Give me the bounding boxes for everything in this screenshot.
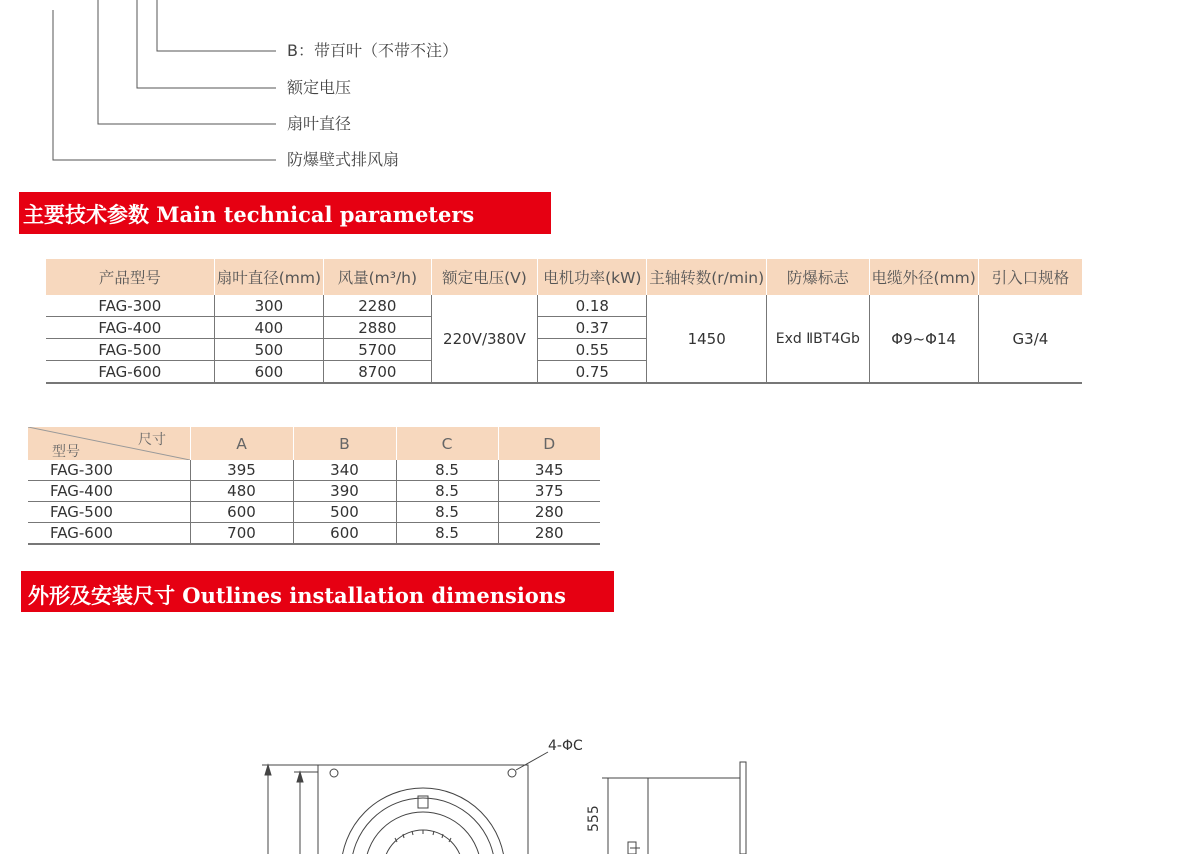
cell-a: 700: [190, 523, 293, 545]
cell-b: 500: [293, 502, 396, 523]
cell-c: 8.5: [396, 460, 498, 481]
cell-a: 600: [190, 502, 293, 523]
model-code-leaders: [0, 0, 300, 180]
col-speed: 主轴转数(r/min): [647, 259, 767, 295]
cell-power: 0.55: [538, 339, 647, 361]
table-header-row: [46, 259, 1082, 295]
cell-model: FAG-300: [28, 460, 190, 481]
cell-power: 0.37: [538, 317, 647, 339]
cell-power: 0.18: [538, 295, 647, 317]
cell-ex-mark: Exd ⅡBT4Gb: [767, 295, 869, 383]
cell-entry: G3/4: [978, 295, 1082, 383]
cell-model: FAG-400: [28, 481, 190, 502]
cell-c: 8.5: [396, 481, 498, 502]
table-header-row: [28, 427, 600, 460]
cell-c: 8.5: [396, 502, 498, 523]
cell-diameter: 300: [214, 295, 323, 317]
cell-model: FAG-600: [46, 361, 214, 384]
cell-model: FAG-300: [46, 295, 214, 317]
corner-size-label: 尺寸: [138, 432, 166, 448]
col-d: D: [498, 427, 600, 460]
cell-voltage: 220V/380V: [431, 295, 538, 383]
outline-drawing: [0, 730, 800, 854]
col-entry: 引入口规格: [978, 259, 1082, 295]
section-banner-outlines: 外形及安装尺寸 Outlines installation dimensions: [21, 571, 614, 612]
table-row: [28, 502, 600, 523]
cell-d: 345: [498, 460, 600, 481]
section-banner-parameters: 主要技术参数 Main technical parameters: [19, 192, 551, 234]
cell-flow: 2280: [324, 295, 432, 317]
cell-flow: 5700: [324, 339, 432, 361]
col-diameter: 扇叶直径(mm): [214, 259, 323, 295]
cell-a: 480: [190, 481, 293, 502]
cell-model: FAG-500: [46, 339, 214, 361]
col-c: C: [396, 427, 498, 460]
table-row: [28, 460, 600, 481]
cell-flow: 2880: [324, 317, 432, 339]
cell-c: 8.5: [396, 523, 498, 545]
cell-d: 375: [498, 481, 600, 502]
corner-header: [28, 427, 190, 460]
cell-diameter: 500: [214, 339, 323, 361]
legend-product: 防爆壁式排风扇: [287, 150, 400, 169]
col-b: B: [293, 427, 396, 460]
legend-voltage: 额定电压: [287, 78, 352, 97]
cell-model: FAG-500: [28, 502, 190, 523]
side-dimension-label: 555: [586, 805, 602, 832]
col-cable: 电缆外径(mm): [869, 259, 978, 295]
cell-power: 0.75: [538, 361, 647, 384]
cell-d: 280: [498, 502, 600, 523]
legend-louver: B：带百叶（不带不注）: [287, 41, 458, 60]
table-row: [46, 295, 1082, 317]
corner-model-label: 型号: [52, 444, 80, 460]
hole-dimension-label: 4-ΦC: [548, 738, 583, 754]
cell-model: FAG-400: [46, 317, 214, 339]
col-ex-mark: 防爆标志: [767, 259, 869, 295]
cell-a: 395: [190, 460, 293, 481]
cell-diameter: 600: [214, 361, 323, 384]
cell-b: 600: [293, 523, 396, 545]
table-row: [28, 523, 600, 545]
cell-diameter: 400: [214, 317, 323, 339]
cell-speed: 1450: [647, 295, 767, 383]
cell-b: 340: [293, 460, 396, 481]
col-power: 电机功率(kW): [538, 259, 647, 295]
col-a: A: [190, 427, 293, 460]
dimension-table: [28, 427, 600, 545]
cell-d: 280: [498, 523, 600, 545]
cell-model: FAG-600: [28, 523, 190, 545]
parameter-table: [46, 259, 1082, 384]
col-flow: 风量(m³/h): [324, 259, 432, 295]
table-row: [28, 481, 600, 502]
col-voltage: 额定电压(V): [431, 259, 538, 295]
legend-diameter: 扇叶直径: [287, 114, 352, 133]
cell-b: 390: [293, 481, 396, 502]
cell-flow: 8700: [324, 361, 432, 384]
col-model: 产品型号: [46, 259, 214, 295]
cell-cable: Φ9~Φ14: [869, 295, 978, 383]
